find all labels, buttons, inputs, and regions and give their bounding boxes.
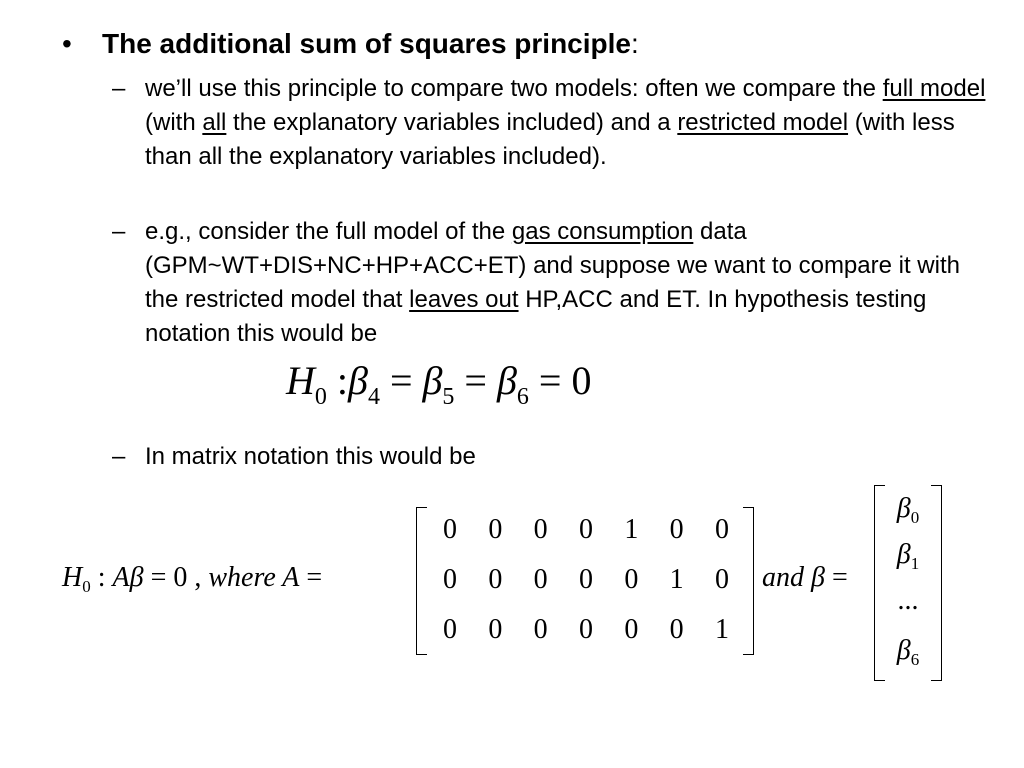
matrix-cell: 0: [488, 514, 503, 545]
text-run: we’ll use this principle to compare two models: often we compare the: [145, 75, 883, 102]
matrix-cell: 0: [578, 514, 593, 545]
eq-symbol: β: [896, 539, 911, 570]
eq-symbol: =: [299, 562, 323, 593]
matrix-cell: 0: [624, 614, 639, 645]
matrix-cell: 0: [443, 614, 457, 645]
eq-symbol: β: [496, 358, 517, 403]
underline-full-model: full model: [882, 75, 986, 102]
eq-symbol: =: [454, 358, 497, 403]
bullet-dot: •: [62, 28, 72, 59]
eq-subscript: 0: [910, 508, 920, 527]
vector-entry: [888, 537, 928, 582]
underline-restricted-model: restricted model: [677, 109, 849, 136]
eq-symbol: A: [282, 562, 300, 593]
beta-vector: [874, 485, 942, 679]
eq-symbol: Aβ: [112, 562, 144, 593]
matrix-cell: 1: [714, 614, 729, 645]
eq-symbol: β: [422, 358, 443, 403]
vector-bracket-left: [874, 485, 885, 681]
matrix-cell: 1: [624, 514, 639, 545]
text-run: HP,ACC and ET. In hypothesis testing notation this would be: [145, 286, 927, 347]
underline-gas-consumption: gas consumption: [511, 218, 694, 245]
text-run: data (GPM~WT+DIS+NC+HP+ACC+ET) and suppose we want to compare it with the restricted model that: [145, 218, 960, 313]
vector-entry: [888, 491, 928, 536]
text-run: e.g., consider the full model of the: [145, 218, 512, 245]
matrix-bracket-right: [743, 507, 754, 655]
eq-subscript: 4: [367, 384, 380, 410]
eq-subscript: 1: [910, 554, 920, 573]
matrix-cell: 0: [533, 614, 548, 645]
hypothesis-equation: [286, 354, 591, 424]
matrix-cell: 0: [624, 564, 639, 595]
sub-bullet-1-text: [145, 72, 992, 174]
matrix-equation-lhs: [62, 558, 322, 607]
matrix-A: [416, 507, 754, 653]
eq-symbol: =: [528, 358, 572, 403]
eq-symbol: β: [896, 493, 911, 524]
matrix-cell: 0: [578, 614, 593, 645]
eq-symbol: = 0 ,: [143, 562, 209, 593]
slide-title: The additional sum of squares principle: [102, 28, 631, 59]
matrix-cell: 0: [443, 514, 457, 545]
eq-symbol: 0: [571, 358, 592, 403]
text-run: (with: [145, 109, 203, 136]
matrix-cell: 0: [578, 564, 593, 595]
eq-word-where: where: [208, 562, 283, 593]
sub-bullet-3: [112, 440, 992, 474]
sub-bullet-2-text: [145, 215, 992, 351]
matrix-row: [430, 563, 742, 597]
matrix-cell: 0: [669, 614, 684, 645]
matrix-cell: 0: [488, 564, 503, 595]
vector-entry: [888, 633, 928, 678]
eq-word-and: and: [762, 562, 811, 593]
main-bullet: [62, 24, 639, 64]
eq-subscript: 6: [910, 650, 920, 669]
and-beta-label: [762, 558, 848, 598]
eq-symbol: β: [348, 358, 368, 403]
title-colon: :: [630, 28, 639, 59]
text-run: the explanatory variables included) and a: [226, 109, 678, 136]
matrix-row: [430, 613, 742, 647]
eq-symbol: β: [811, 562, 825, 593]
eq-symbol: =: [824, 562, 848, 593]
eq-subscript: 0: [314, 384, 327, 410]
text-run: (with less than all the explanatory variables included).: [145, 109, 955, 170]
sub-bullet-1: [112, 72, 992, 174]
eq-symbol: :: [90, 562, 113, 593]
dash: –: [112, 75, 126, 102]
eq-symbol: =: [379, 358, 423, 403]
matrix-cell: 0: [714, 564, 729, 595]
matrix-cell: 1: [669, 564, 684, 595]
matrix-bracket-left: [416, 507, 427, 655]
sub-bullet-2: [112, 215, 992, 351]
vector-entry: ...: [897, 585, 919, 616]
eq-symbol: H: [286, 358, 315, 403]
dash: –: [112, 218, 126, 245]
eq-subscript: 0: [82, 577, 91, 596]
matrix-cell: 0: [714, 514, 729, 545]
eq-symbol: :: [326, 358, 349, 403]
matrix-cell: 0: [488, 614, 503, 645]
matrix-cell: 0: [533, 564, 548, 595]
eq-symbol: H: [62, 562, 83, 593]
sub-bullet-3-text: In matrix notation this would be: [145, 443, 476, 470]
underline-leaves-out: leaves out: [409, 286, 519, 313]
dash: –: [112, 443, 126, 470]
matrix-row: [430, 513, 742, 547]
matrix-cell: 0: [443, 564, 457, 595]
vector-bracket-right: [931, 485, 942, 681]
matrix-cell: 0: [533, 514, 548, 545]
underline-all: all: [202, 109, 227, 136]
eq-subscript: 5: [442, 384, 455, 410]
matrix-cell: 0: [669, 514, 684, 545]
eq-symbol: β: [896, 635, 911, 666]
eq-subscript: 6: [516, 384, 529, 410]
